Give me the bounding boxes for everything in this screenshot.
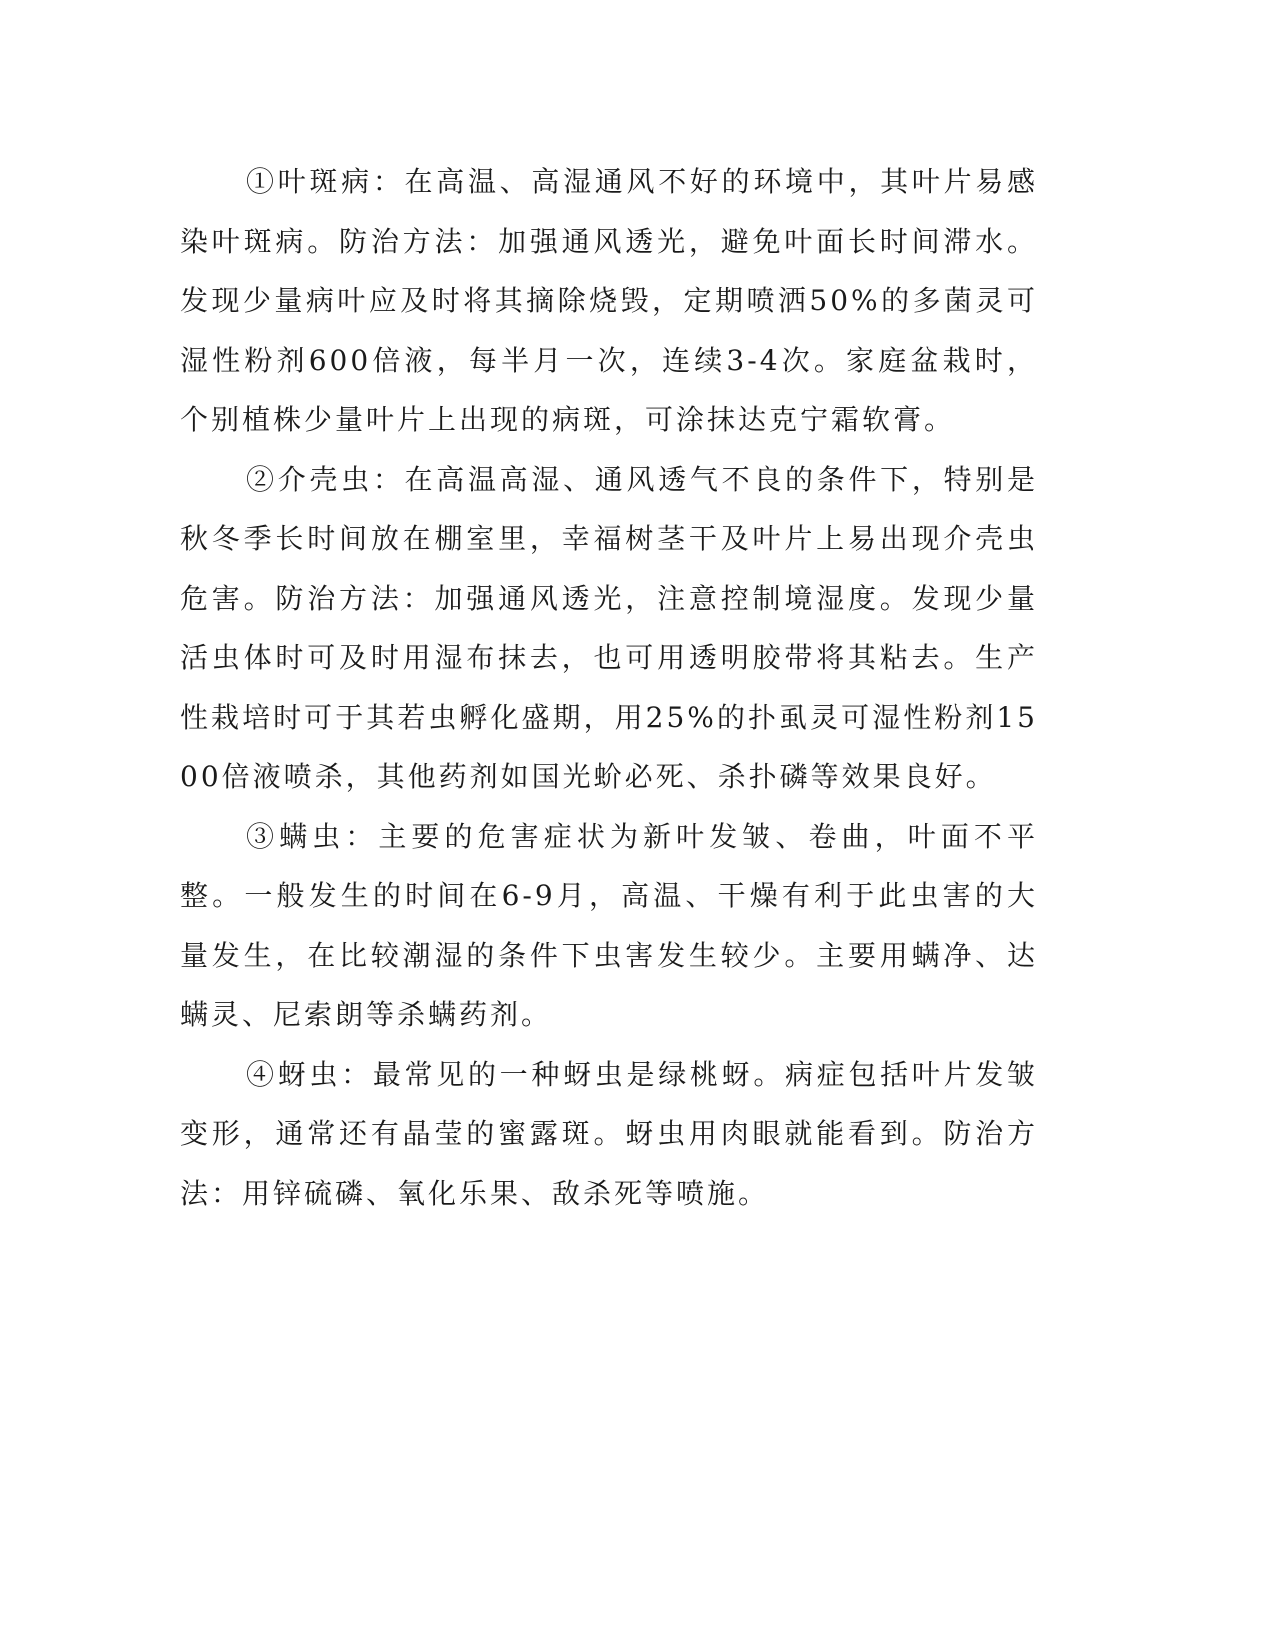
paragraph-mites: ③螨虫：主要的危害症状为新叶发皱、卷曲，叶面不平整。一般发生的时间在6-9月，高温、干燥有利于此虫害的大量发生，在比较潮湿的条件下虫害发生较少。主要用螨净、达螨灵、尼索朗等杀螨药剂。 — [180, 819, 1038, 1031]
paragraph-scale-insect: ②介壳虫：在高温高湿、通风透气不良的条件下，特别是秋冬季长时间放在棚室里，幸福树茎干及叶片上易出现介壳虫危害。防治方法：加强通风透光，注意控制境湿度。发现少量活虫体时可及时用湿布抹去，也可用透明胶带将其粘去。生产性栽培时可于其若虫孵化盛期，用25%的扑虱灵可湿性粉剂1500倍液喷杀，其他药剂如国光蚧必死、杀扑磷等效果良好。 — [180, 462, 1038, 793]
paragraph-aphids: ④蚜虫：最常见的一种蚜虫是绿桃蚜。病症包括叶片发皱变形，通常还有晶莹的蜜露斑。蚜虫用肉眼就能看到。防治方法：用锌硫磷、氧化乐果、敌杀死等喷施。 — [180, 1057, 1038, 1210]
paragraph-leaf-spot-disease: ①叶斑病：在高温、高湿通风不好的环境中，其叶片易感染叶斑病。防治方法：加强通风透光，避免叶面长时间滞水。发现少量病叶应及时将其摘除烧毁，定期喷洒50%的多菌灵可湿性粉剂600倍液，每半月一次，连续3-4次。家庭盆栽时，个别植株少量叶片上出现的病斑，可涂抹达克宁霜软膏。 — [180, 165, 1038, 436]
document-body — [180, 152, 1038, 1223]
